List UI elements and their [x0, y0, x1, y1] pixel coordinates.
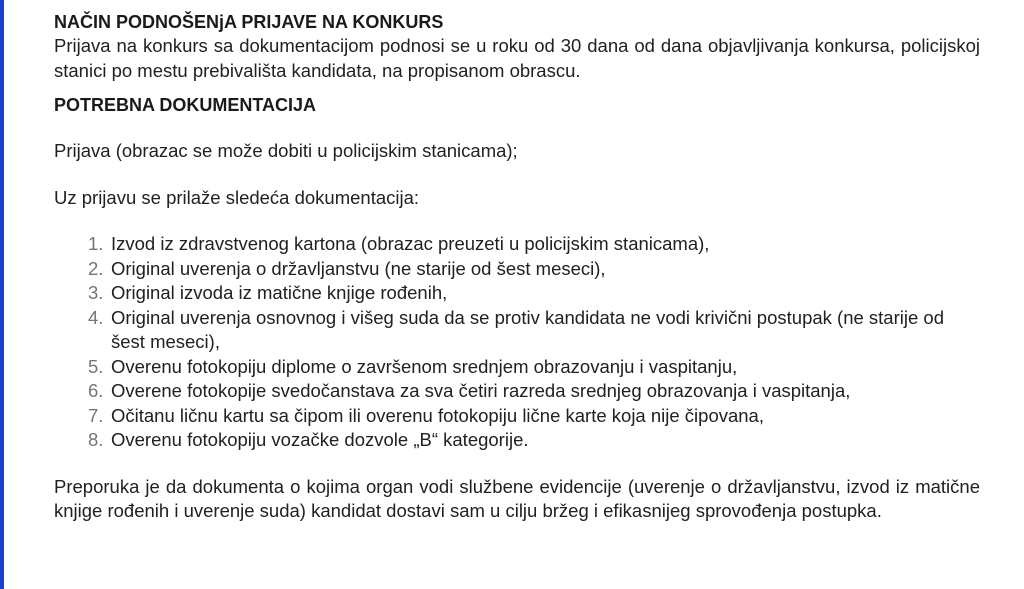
documents-intro: Uz prijavu se prilaže sledeća dokumentacija:: [54, 186, 420, 208]
left-accent-bar: [0, 0, 4, 589]
list-item-number: 7.: [88, 404, 104, 426]
list-item-text: Izvod iz zdravstvenog kartona (obrazac preuzeti u policijskim stanicama),: [111, 233, 710, 254]
list-item-text: Overene fotokopije svedočanstava za sva četiri razreda srednjeg obrazovanja i vaspitanja,: [111, 380, 851, 401]
list-item: [54, 306, 980, 355]
list-item-number: 6.: [88, 380, 104, 401]
list-item: [54, 355, 980, 380]
application-method-heading: NAČIN PODNOŠENjA PRIJAVE NA KONKURS: [54, 12, 444, 32]
required-documents-heading: POTREBNA DOKUMENTACIJA: [54, 95, 317, 115]
list-item-text: Original uverenja o državljanstvu (ne starije od šest meseci),: [111, 257, 606, 279]
list-item: [54, 257, 980, 282]
list-item: [54, 428, 980, 453]
recommendation-text: Preporuka je da dokumenta o kojima organ vodi službene evidencije (uverenje o državljanstvu, izvod iz matične knjige rođenih i uverenje suda) kandidat dostavi sam u cilju bržeg i efikasnijeg sprovođenja postupka.: [54, 475, 980, 521]
list-item: [54, 232, 980, 257]
list-item-number: 8.: [88, 429, 104, 450]
application-form-note: Prijava (obrazac se može dobiti u policijskim stanicama);: [54, 140, 518, 161]
list-item: [54, 379, 980, 404]
list-item-text: Overenu fotokopiju diplome o završenom srednjem obrazovanju i vaspitanju,: [111, 355, 738, 377]
list-item-number: 4.: [88, 306, 104, 328]
documents-list: [54, 232, 980, 453]
list-item-text: Original uverenja osnovnog i višeg suda da se protiv kandidata ne vodi krivični postupak (ne starije od šest meseci),: [111, 306, 944, 352]
list-item-number: 3.: [88, 282, 104, 303]
list-item: [54, 404, 980, 429]
list-item-text: Očitanu ličnu kartu sa čipom ili overenu fotokopiju lične karte koja nije čipovana,: [111, 404, 764, 426]
list-item-text: Original izvoda iz matične knjige rođenih,: [111, 282, 448, 303]
list-item-number: 2.: [88, 257, 104, 279]
list-item-number: 1.: [88, 233, 104, 254]
list-item: [54, 281, 980, 306]
application-method-text: Prijava na konkurs sa dokumentacijom podnosi se u roku od 30 dana od dana objavljivanja konkursa, policijskoj stanici po mestu prebivališta kandidata, na propisanom obrascu.: [54, 35, 980, 81]
list-item-text: Overenu fotokopiju vozačke dozvole „B“ kategorije.: [111, 429, 529, 450]
list-item-number: 5.: [88, 355, 104, 377]
document-content: [54, 10, 980, 524]
